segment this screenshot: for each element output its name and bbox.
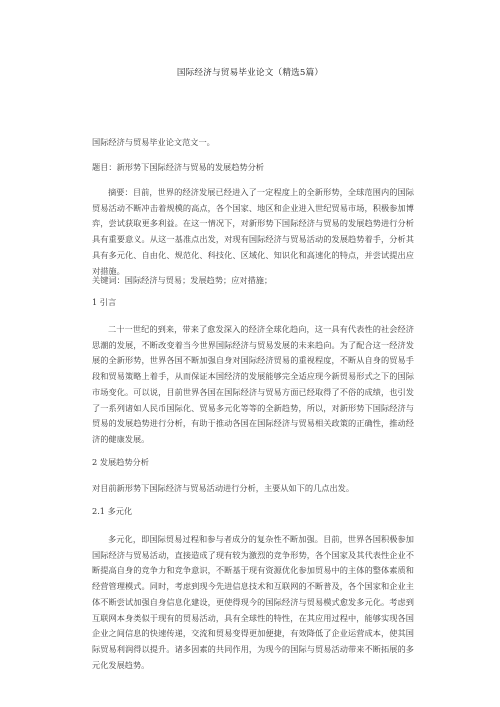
- keywords-line: 关键词：国际经济与贸易；发展趋势；应对措施；: [92, 275, 273, 285]
- topic-line: 题目：新形势下国际经济与贸易的发展趋势分析: [92, 162, 264, 172]
- section-2-paragraph: 对目前新形势下国际经济与贸易活动进行分析，主要从如下的几点出发。: [92, 483, 355, 493]
- section-1-heading: 1 引言: [92, 297, 117, 307]
- section-2-heading: 2 发展趋势分析: [92, 457, 149, 467]
- intro-line: 国际经济与贸易毕业论文范文一。: [92, 137, 215, 147]
- section-2-1-paragraph: 多元化，即国际贸易过程和参与者成分的复杂性不断加强。目前，世界各国积极参加国际经济与贸易活动，直接造成了现有较为激烈的竞争形势，各个国家及其代表性企业不断提高自身的竞争力和竞争意识，不断基于现有资源优化参加贸易中的主体的整体素质和经营管理模式。同时，考虑到现今先进信息技术和互联网的不断普及，各个国家和企业主体不断尝试加强自身信息化建设，更使得现今的国际经济与贸易模式愈发多元化。考虑到互联网本身类似于现有的贸易活动，具有全球性的特性，在其应用过程中，能够实现各国企业之间信息的快速传递，交流和贸易变得更加便捷，有效降低了企业运营成本，使其国际贸易利润得以提升。诸多因素的共同作用，为现今的国际与贸易活动带来不断拓展的多元化发展趋势。: [92, 534, 414, 670]
- document-title: 国际经济与贸易毕业论文（精选5篇）: [176, 68, 324, 78]
- section-2-1-heading: 2.1 多元化: [92, 506, 133, 516]
- section-1-paragraph: 二十一世纪的到来，带来了愈发深入的经济全球化趋向，这一具有代表性的社会经济思潮的发展，不断改变着当今世界国际经济与贸易发展的未来趋向。为了配合这一经济发展的全新形势，世界各国不断加强自身对国际经济贸易的重视程度，不断从自身的贸易手段和贸易策略上着手，从而保证本国经济的发展能够完全适应现今新贸易形式之下的国际市场变化。可以说，目前世界各国在国际经济与贸易方面已经取得了不俗的成绩，也引发了一系列诸如人民币国际化、贸易多元化等等的全新趋势，所以，对新形势下国际经济与贸易的发展趋势进行分析，有助于推动各国在国际经济与贸易相关政策的正确性，推动经济的健康发展。: [92, 324, 414, 444]
- abstract-paragraph: 摘要：目前，世界的经济发展已经进入了一定程度上的全新形势，全球范围内的国际贸易活动不断冲击着规模的高点，各个国家、地区和企业进入世纪贸易市场，积极参加博弈，尝试获取更多利益。在这一情况下，对新形势下国际经济与贸易的发展趋势进行分析具有重要意义。从这一基准点出发，对现有国际经济与贸易活动的发展趋势着手，分析其具有多元化、自由化、规范化、科技化、区域化、知识化和高速化的特点，并尝试提出应对措施。: [92, 187, 414, 276]
